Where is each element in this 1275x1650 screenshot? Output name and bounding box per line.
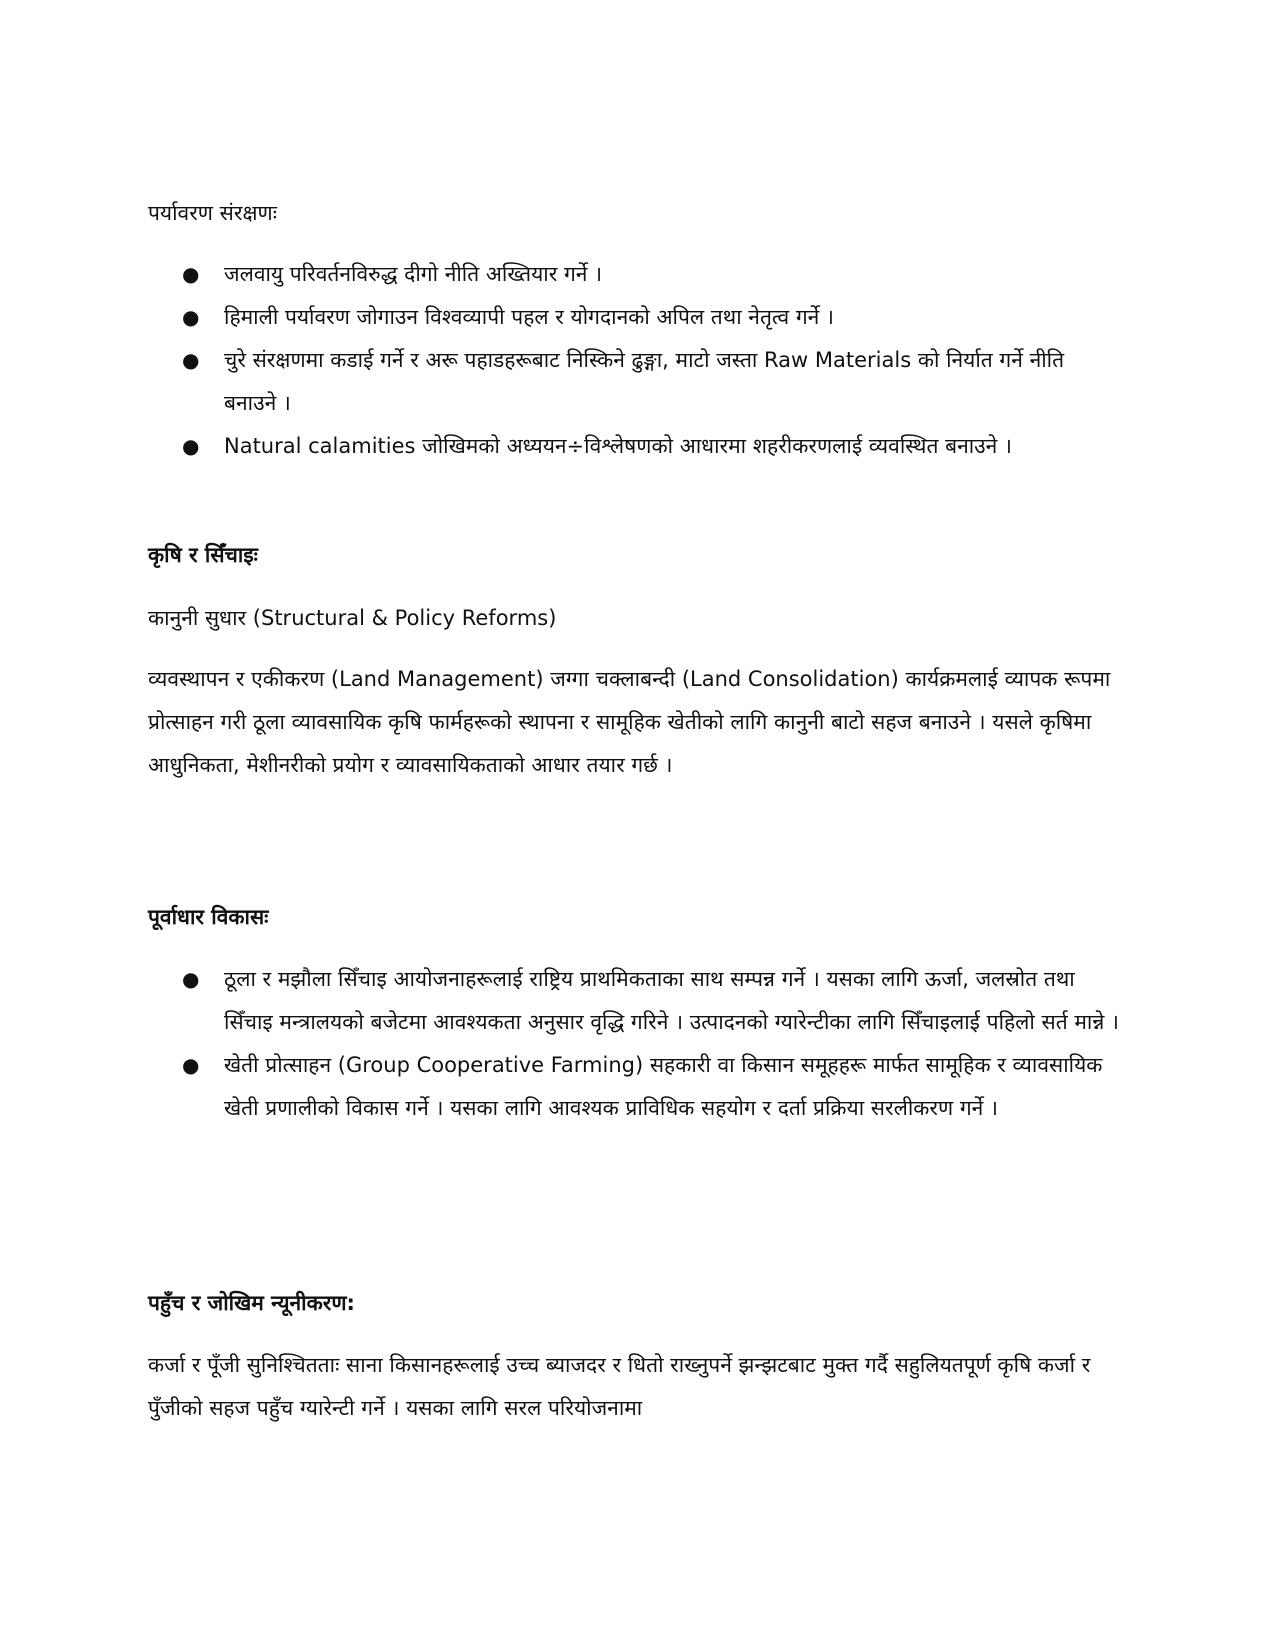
list-item: ● Natural calamities जोखिमको अध्ययन÷विश्लेषणको आधारमा शहरीकरणलाई व्यवस्थित बनाउने । — [148, 425, 1128, 468]
bullet-icon: ● — [182, 434, 200, 458]
list-item: ● हिमाली पर्यावरण जोगाउन विश्वव्यापी पहल र योगदानको अपिल तथा नेतृत्व गर्ने । — [148, 296, 1128, 339]
environment-bullets — [148, 253, 1128, 468]
agriculture-paragraph — [148, 658, 1128, 787]
list-item: ● जलवायु परिवर्तनविरुद्ध दीगो नीति अख्तियार गर्ने । — [148, 253, 1128, 296]
environment-heading: पर्यावरण संरक्षणः — [148, 201, 277, 225]
paragraph-text: व्यवस्थापन र एकीकरण (Land Management) जग्गा चक्लाबन्दी (Land Consolidation) कार्यक्रमलाई व्यापक रूपमा प्रोत्साहन गरी ठूला व्यावसायिक कृषि फार्महरूको स्थापना र सामूहिक खेतीको लागि कानुनी बाटो सहज बनाउने । यसले कृषिमा आधुनिकता, मेशीनरीको प्रयोग र व्यावसायिकताको आधार तयार गर्छ । — [148, 667, 1111, 777]
bullet-icon: ● — [182, 1053, 200, 1077]
bullet-icon: ● — [182, 967, 200, 991]
infrastructure-heading: पूर्वाधार विकासः — [148, 905, 269, 929]
bullet-icon: ● — [182, 262, 200, 286]
list-item: ● चुरे संरक्षणमा कडाई गर्ने र अरू पहाडहरूबाट निस्किने ढुङ्गा, माटो जस्ता Raw Materials को निर्यात गर्ने नीति बनाउने । — [148, 339, 1128, 425]
list-item: ● खेती प्रोत्साहन (Group Cooperative Farming) सहकारी वा किसान समूहहरू मार्फत सामूहिक र व्यावसायिक खेती प्रणालीको विकास गर्ने । यसका लागि आवश्यक प्राविधिक सहयोग र दर्ता प्रक्रिया सरलीकरण गर्ने । — [148, 1044, 1128, 1130]
environment-section — [148, 192, 1128, 235]
bullet-icon: ● — [182, 305, 200, 329]
infrastructure-bullets — [148, 958, 1128, 1130]
paragraph-text: कर्जा र पूँजी सुनिश्चितताः साना किसानहरूलाई उच्च ब्याजदर र धितो राख्नुपर्ने झन्झटबाट मुक्त गर्दै सहुलियतपूर्ण कृषि कर्जा र पुँजीको सहज पहुँच ग्यारेन्टी गर्ने । यसका लागि सरल परियोजनामा — [148, 1353, 1091, 1420]
access-paragraph — [148, 1344, 1128, 1430]
agriculture-heading: कृषि र सिँचाइः — [148, 543, 258, 567]
bullet-icon: ● — [182, 348, 200, 372]
list-item: ● ठूला र मझौला सिँचाइ आयोजनाहरूलाई राष्ट्रिय प्राथमिकताका साथ सम्पन्न गर्ने । यसका लागि ऊर्जा, जलस्रोत तथा सिँचाइ मन्त्रालयको बजेटमा आवश्यकता अनुसार वृद्धि गरिने । उत्पादनको ग्यारेन्टीका लागि सिँचाइलाई पहिलो सर्त मान्ने । — [148, 958, 1128, 1044]
agriculture-subheading: कानुनी सुधार (Structural & Policy Reforms) — [148, 606, 557, 630]
access-heading: पहुँच र जोखिम न्यूनीकरण: — [148, 1291, 355, 1315]
